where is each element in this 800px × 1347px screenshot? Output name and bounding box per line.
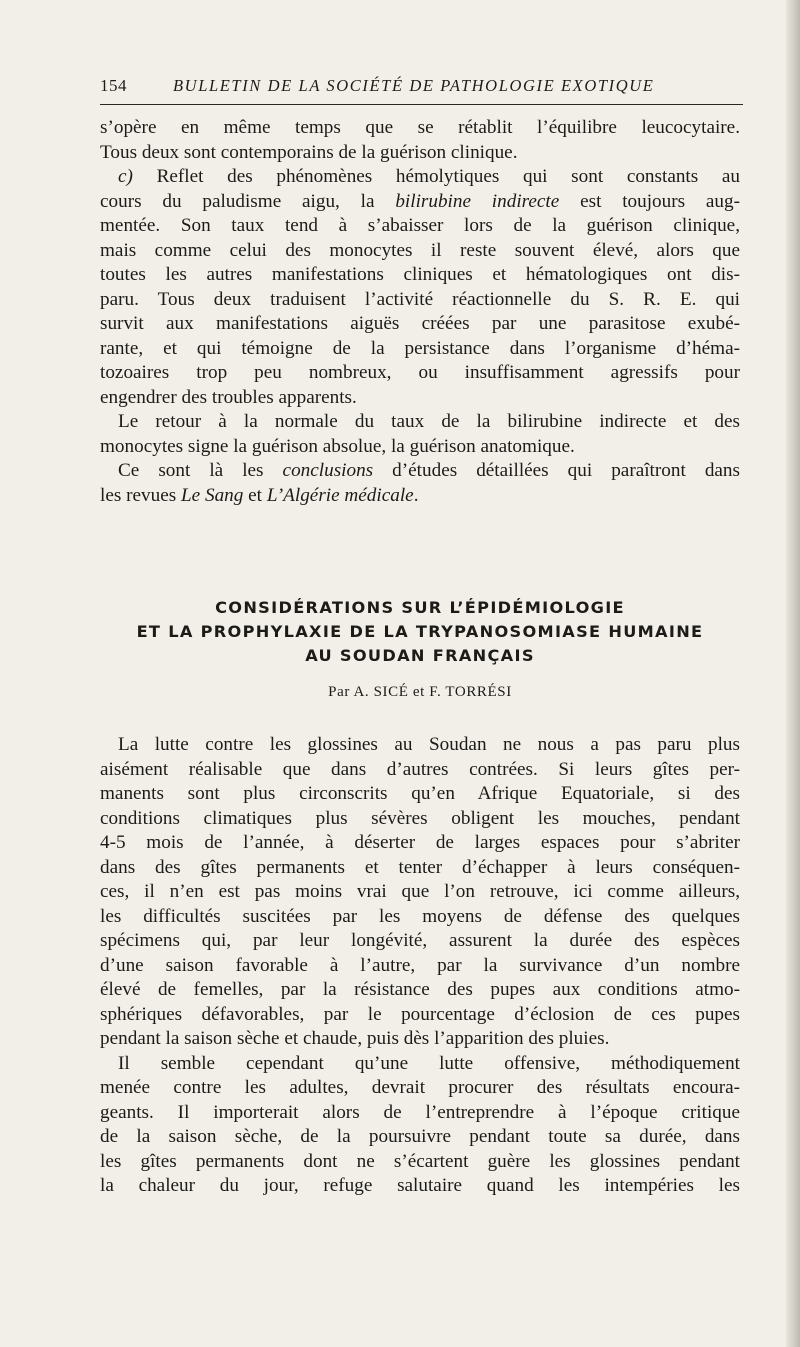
- text-line: de la saison sèche, de la poursuivre pendant toute sa durée, dans: [100, 1126, 740, 1147]
- text-line: survit aux manifestations aiguës créées par une parasitose exubé-: [100, 313, 740, 334]
- article-body: [100, 733, 740, 1199]
- text-line: pendant la saison sèche et chaude, puis dès l’apparition des pluies.: [100, 1028, 610, 1049]
- running-header: [100, 72, 740, 100]
- text-line: les gîtes permanents dont ne s’écartent guère les glossines pendant: [100, 1150, 740, 1172]
- journal-title: Le Sang: [181, 484, 244, 506]
- text-line: sphériques défavorables, par le pourcentage d’éclosion de ces pupes: [100, 1003, 740, 1025]
- text-line: mentée. Son taux tend à s’abaisser lors de la guérison clinique,: [100, 215, 740, 236]
- text-line: paru. Tous deux traduisent l’activité réactionnelle du S. R. E. qui: [100, 288, 740, 310]
- text-line: Il semble cependant qu’une lutte offensive, méthodiquement: [118, 1052, 740, 1074]
- text-line: ces, il n’en est pas moins vrai que l’on retrouve, ici comme ailleurs,: [100, 881, 740, 902]
- preceding-article-text: [100, 116, 740, 508]
- text-line: cours du paludisme aigu, la bilirubine indirecte est toujours aug-: [100, 190, 740, 212]
- article-title-line: AU SOUDAN FRANÇAIS: [305, 646, 535, 665]
- text-line: mais comme celui des monocytes il reste souvent élevé, alors que: [100, 239, 740, 261]
- article-title-line: ET LA PROPHYLAXIE DE LA TRYPANOSOMIASE HUMAINE: [136, 622, 704, 641]
- text-line: tozoaires trop peu nombreux, ou insuffisamment agressifs pour: [100, 362, 740, 383]
- text-line: dans des gîtes permanents et tenter d’échapper à leurs conséquen-: [100, 856, 740, 878]
- text-line: la chaleur du jour, refuge salutaire quand les intempéries les: [100, 1175, 740, 1196]
- text-line: toutes les autres manifestations cliniques et hématologiques ont dis-: [100, 264, 740, 285]
- text-line: conditions climatiques plus sévères obligent les mouches, pendant: [100, 807, 740, 829]
- article-title-line: CONSIDÉRATIONS SUR L’ÉPIDÉMIOLOGIE: [215, 598, 625, 617]
- journal-title: L’Algérie médicale: [266, 484, 414, 506]
- text-line: manents sont plus circonscrits qu’en Afrique Equatoriale, si des: [100, 783, 740, 804]
- text-line: les difficultés suscitées par les moyens de défense des quelques: [100, 905, 740, 927]
- text-line: Ce sont là les conclusions d’études détaillées qui paraîtront dans: [118, 460, 740, 481]
- text-line: geants. Il importerait alors de l’entreprendre à l’époque critique: [100, 1101, 740, 1123]
- text-line: aisément réalisable que dans d’autres contrées. Si leurs gîtes per-: [100, 758, 740, 780]
- article-authors: Par A. SICÉ et F. TORRÉSI: [328, 684, 512, 700]
- italic-term: conclusions: [282, 460, 374, 481]
- article-title: [80, 596, 760, 668]
- text-line: Le retour à la normale du taux de la bilirubine indirecte et des: [118, 411, 740, 432]
- text-line: menée contre les adultes, devrait procurer des résultats encoura-: [100, 1077, 740, 1098]
- text-line: monocytes signe la guérison absolue, la guérison anatomique.: [100, 435, 575, 457]
- list-marker: c): [118, 166, 133, 187]
- running-title: BULLETIN DE LA SOCIÉTÉ DE PATHOLOGIE EXOTIQUE: [173, 76, 655, 95]
- page-edge-shadow: [786, 0, 800, 1347]
- page-number: 154: [100, 76, 127, 95]
- header-rule: [100, 104, 743, 105]
- text-line: engendrer des troubles apparents.: [100, 386, 357, 408]
- text-line: d’une saison favorable à l’autre, par la survivance d’un nombre: [100, 954, 740, 976]
- text-line: s’opère en même temps que se rétablit l’équilibre leucocytaire.: [100, 117, 740, 138]
- text-line: c) Reflet des phénomènes hémolytiques qui sont constants au: [118, 166, 740, 187]
- text-line: élevé de femelles, par la résistance des pupes aux conditions atmo-: [100, 979, 740, 1000]
- text-line: La lutte contre les glossines au Soudan ne nous a pas paru plus: [118, 734, 740, 755]
- text-line: rante, et qui témoigne de la persistance dans l’organisme d’héma-: [100, 337, 740, 359]
- text-line: spécimens qui, par leur longévité, assurent la durée des espèces: [100, 930, 740, 951]
- italic-term: bilirubine indirecte: [395, 190, 560, 212]
- text-line: 4-5 mois de l’année, à déserter de larges espaces pour s’abriter: [100, 832, 740, 853]
- text-line: les revues Le Sang et L’Algérie médicale.: [100, 484, 419, 506]
- text-line: Tous deux sont contemporains de la guérison clinique.: [100, 141, 518, 163]
